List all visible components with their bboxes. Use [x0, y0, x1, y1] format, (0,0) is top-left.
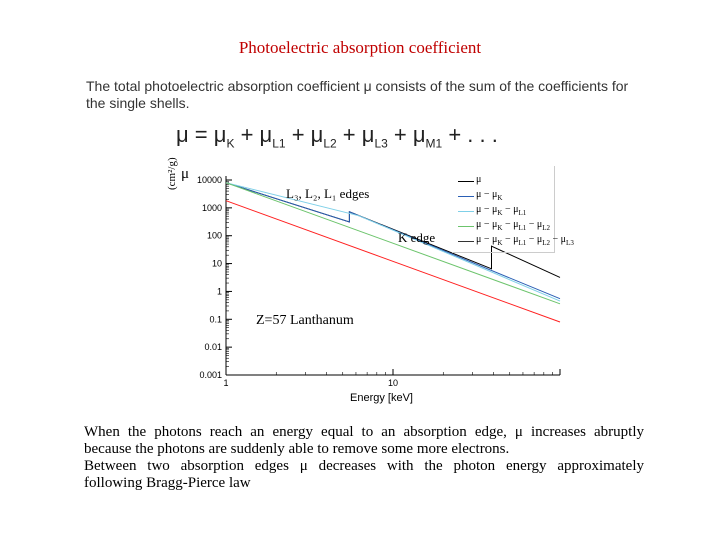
legend-swatch-3: [458, 211, 474, 212]
x-tick-label: 1: [223, 378, 229, 388]
formula-mu: μ: [176, 122, 189, 147]
y-tick-label: 1: [216, 286, 222, 297]
y-tick-label: 10000: [196, 175, 222, 185]
intro-text: The total photoelectric absorption coefficient μ consists of the sum of the coefficients for the single shells.: [86, 78, 629, 111]
y-tick-label: 10: [211, 258, 222, 269]
formula-eq: =: [188, 122, 214, 147]
formula-tail: + . . .: [442, 122, 498, 147]
bottom-line-2: because the photons are suddenly able to remove some more electrons.: [84, 441, 510, 457]
legend-entry-5: $\mu - \mu_K - \mu_{L1} - \mu_{L2} - \mu_{L3}$: [476, 234, 574, 247]
legend-entry-2: $\mu - \mu_K$: [476, 189, 503, 202]
y-tick-label: 0.1: [209, 314, 222, 325]
bottom-explanation: [84, 424, 644, 492]
element-annotation: Z=57 Lanthanum: [256, 313, 354, 328]
bottom-line-4: following Bragg-Pierce law: [84, 475, 251, 491]
legend-entry-4: $\mu - \mu_K - \mu_{L1} - \mu_{L2}$: [476, 219, 551, 232]
legend-entry-3: $\mu - \mu_K - \mu_{L1}$: [476, 204, 527, 217]
y-tick-label: 1000: [201, 202, 222, 213]
y-axis-mu-label: μ: [181, 166, 190, 182]
l-edges-annotation: L₃, L₂, L₁ edges: [286, 186, 370, 201]
legend-swatch-1: [458, 181, 474, 182]
bottom-line-3: Between two absorption edges μ decreases with the photon energy approximately: [84, 458, 644, 474]
formula-term-k: K: [226, 136, 235, 151]
bottom-line-1: When the photons reach an energy equal to an absorption edge, μ increases abruptly: [84, 424, 644, 440]
formula-term-l2: L2: [323, 136, 337, 151]
x-axis-label: Energy [keV]: [350, 392, 413, 404]
page-title: Photoelectric absorption coefficient: [238, 38, 482, 57]
formula-term-m1: M1: [425, 136, 443, 151]
formula-term-l1: L1: [272, 136, 286, 151]
legend-swatch-2: [458, 196, 474, 197]
formula-term-l3: L3: [374, 136, 388, 151]
mu-formula: $\mu = \mu_K + \mu_{L1} + \mu_{L2} + \mu_{L3} + \mu_{M1}$ + . . .: [176, 122, 498, 151]
legend-swatch-4: [458, 226, 474, 227]
y-tick-label: 100: [206, 230, 222, 241]
legend-swatch-5: [458, 241, 474, 242]
y-tick-label: 0.01: [204, 342, 222, 353]
x-tick-label: 10: [387, 378, 399, 388]
y-tick-label: 0.001: [199, 370, 222, 380]
legend-entry-1: μ: [476, 174, 482, 185]
k-edge-annotation: K edge: [398, 230, 436, 245]
y-axis-unit-label: (cm²/g): [166, 157, 178, 190]
